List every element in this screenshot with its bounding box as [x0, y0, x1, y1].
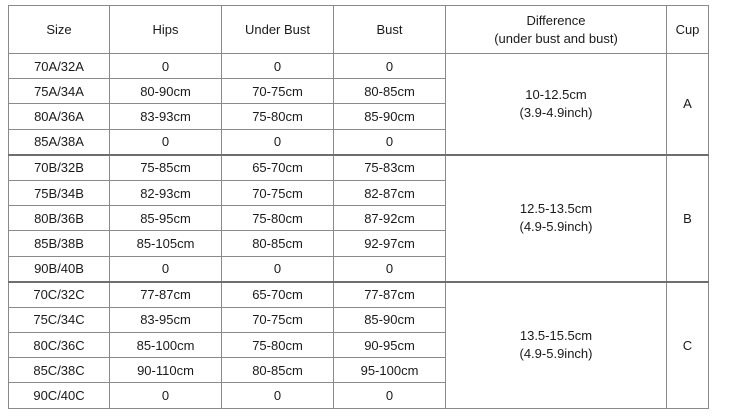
cell-bust: 75-83cm	[334, 155, 446, 181]
header-difference-title: Difference	[526, 12, 586, 28]
cell-size: 70C/32C	[9, 282, 110, 308]
cell-size: 85B/38B	[9, 231, 110, 256]
difference-cm: 10-12.5cm	[525, 86, 587, 102]
cell-hips: 90-110cm	[110, 358, 222, 383]
cell-under-bust: 0	[222, 256, 334, 282]
table-row	[9, 155, 709, 181]
cell-hips: 0	[110, 256, 222, 282]
cell-bust: 0	[334, 256, 446, 282]
cell-bust: 85-90cm	[334, 307, 446, 332]
cell-under-bust: 0	[222, 383, 334, 408]
difference-cm: 12.5-13.5cm	[519, 201, 593, 217]
header-difference	[446, 6, 667, 54]
cell-cup: A	[667, 54, 709, 155]
cell-size: 80B/36B	[9, 206, 110, 231]
cell-bust: 82-87cm	[334, 180, 446, 205]
cell-hips: 0	[110, 129, 222, 155]
header-cup: Cup	[667, 6, 709, 54]
cell-difference	[446, 54, 667, 155]
cell-hips: 82-93cm	[110, 180, 222, 205]
cell-hips: 83-93cm	[110, 104, 222, 129]
cell-size: 85C/38C	[9, 358, 110, 383]
cell-hips: 85-95cm	[110, 206, 222, 231]
header-under-bust: Under Bust	[222, 6, 334, 54]
cell-bust: 87-92cm	[334, 206, 446, 231]
cell-hips: 83-95cm	[110, 307, 222, 332]
cell-hips: 80-90cm	[110, 79, 222, 104]
table-body	[9, 54, 709, 409]
table-row	[9, 282, 709, 308]
cell-under-bust: 70-75cm	[222, 79, 334, 104]
cell-size: 80A/36A	[9, 104, 110, 129]
cell-under-bust: 75-80cm	[222, 104, 334, 129]
cell-hips: 75-85cm	[110, 155, 222, 181]
cell-hips: 0	[110, 54, 222, 79]
cell-under-bust: 80-85cm	[222, 231, 334, 256]
cell-size: 85A/38A	[9, 129, 110, 155]
cell-size: 70A/32A	[9, 54, 110, 79]
cell-under-bust: 75-80cm	[222, 333, 334, 358]
cell-under-bust: 65-70cm	[222, 282, 334, 308]
difference-inch: (4.9-5.9inch)	[519, 219, 593, 235]
cell-bust: 0	[334, 54, 446, 79]
cell-size: 75B/34B	[9, 180, 110, 205]
cell-size: 90B/40B	[9, 256, 110, 282]
size-chart-table	[8, 5, 709, 409]
cell-hips: 0	[110, 383, 222, 408]
cell-bust: 0	[334, 383, 446, 408]
header-difference-subtitle: (under bust and bust)	[494, 30, 618, 46]
cell-bust: 0	[334, 129, 446, 155]
cell-size: 80C/36C	[9, 333, 110, 358]
header-row	[9, 6, 709, 54]
cell-bust: 80-85cm	[334, 79, 446, 104]
cell-bust: 95-100cm	[334, 358, 446, 383]
cell-bust: 90-95cm	[334, 333, 446, 358]
cell-size: 70B/32B	[9, 155, 110, 181]
cell-cup: B	[667, 155, 709, 282]
cell-under-bust: 70-75cm	[222, 180, 334, 205]
table-row	[9, 54, 709, 79]
header-bust: Bust	[334, 6, 446, 54]
cell-size: 75A/34A	[9, 79, 110, 104]
cell-difference	[446, 282, 667, 408]
cell-under-bust: 0	[222, 54, 334, 79]
cell-bust: 77-87cm	[334, 282, 446, 308]
cell-under-bust: 75-80cm	[222, 206, 334, 231]
difference-inch: (4.9-5.9inch)	[519, 346, 593, 362]
difference-cm: 13.5-15.5cm	[519, 328, 593, 344]
cell-size: 90C/40C	[9, 383, 110, 408]
cell-under-bust: 65-70cm	[222, 155, 334, 181]
cell-under-bust: 80-85cm	[222, 358, 334, 383]
cell-hips: 85-105cm	[110, 231, 222, 256]
cell-under-bust: 0	[222, 129, 334, 155]
cell-hips: 77-87cm	[110, 282, 222, 308]
cell-hips: 85-100cm	[110, 333, 222, 358]
header-size: Size	[9, 6, 110, 54]
cell-cup: C	[667, 282, 709, 408]
header-hips: Hips	[110, 6, 222, 54]
difference-inch: (3.9-4.9inch)	[519, 104, 593, 120]
cell-under-bust: 70-75cm	[222, 307, 334, 332]
cell-difference	[446, 155, 667, 282]
cell-size: 75C/34C	[9, 307, 110, 332]
cell-bust: 92-97cm	[334, 231, 446, 256]
cell-bust: 85-90cm	[334, 104, 446, 129]
